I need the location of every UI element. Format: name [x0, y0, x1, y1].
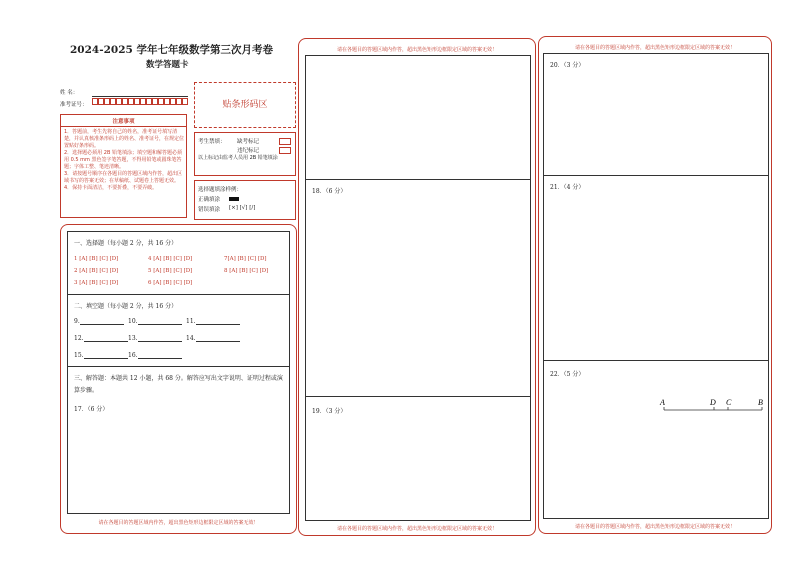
mc-q2[interactable]: 2 [A] [B] [C] [D] [74, 268, 119, 274]
name-field[interactable] [92, 96, 188, 97]
blank-9-label: 9. [74, 318, 80, 325]
blank-15[interactable] [84, 352, 128, 359]
exam-marks-label: 考生禁填： [198, 139, 226, 145]
mc-q8[interactable]: 8 [A] [B] [C] [D] [224, 268, 269, 274]
blank-16-label: 16. [128, 352, 138, 359]
col1-answer-frame [60, 224, 297, 534]
q22-segment-diagram [654, 394, 766, 418]
exam-id-label: 准考证号： [60, 102, 88, 108]
blank-14[interactable] [196, 335, 240, 342]
blank-13-label: 13. [128, 335, 138, 342]
q19-label: 19．（3 分） [312, 408, 347, 415]
blank-10-label: 10. [128, 318, 138, 325]
notice-item-3: 3．请按题号顺序在各题目的答题区域内作答，超出区域书写的答案无效；在草稿纸、试题卷上答题无效。 [64, 171, 183, 184]
col3-answer-frame [538, 36, 772, 534]
blank-9[interactable] [80, 318, 124, 325]
mc-q7[interactable]: 7[A] [B] [C] [D] [224, 256, 267, 262]
blank-12[interactable] [84, 335, 128, 342]
barcode-label: 贴条形码区 [222, 100, 268, 110]
blank-11[interactable] [196, 318, 240, 325]
col3-answer-panel [543, 53, 769, 519]
blank-12-label: 12. [74, 335, 84, 342]
col3-warning-top: 请在各题目的答题区域内作答，超出黑色矩形边框限定区域的答案无效！ [574, 45, 735, 51]
col2-top-answer-area[interactable] [306, 56, 530, 179]
violation-checkbox[interactable] [279, 147, 291, 154]
fill-example-title: 选择题填涂样例： [198, 187, 243, 193]
violation-label: 违纪标记 [237, 148, 260, 154]
notice-item-2: 2．选择题必须用 2B 铅笔填涂；填空题和解答题必须用 0.5 mm 黑色签字笔答题，不得用铅笔或圆珠笔答题；字体工整、笔迹清晰。 [64, 150, 182, 170]
section2-title: 二、填空题（每小题 2 分，共 16 分） [74, 303, 178, 310]
section1-title: 一、选择题（每小题 2 分，共 16 分） [74, 240, 178, 247]
mc-q3[interactable]: 3 [A] [B] [C] [D] [74, 280, 119, 286]
blank-11-label: 11. [186, 318, 196, 325]
col3-warning-bottom: 请在各题目的答题区域内作答，超出黑色矩形边框限定区域的答案无效！ [574, 524, 735, 530]
wrong-fill-label: 错误填涂 [198, 207, 221, 213]
notice-title: 注意事项 [112, 119, 135, 125]
col1-answer-panel [67, 231, 290, 514]
q21-label: 21．（4 分） [550, 184, 585, 191]
mc-q6[interactable]: 6 [A] [B] [C] [D] [148, 280, 193, 286]
notice-box [60, 114, 187, 218]
q17-answer-area[interactable] [68, 414, 289, 513]
answer-sheet-title: 数学答题卡 [146, 60, 189, 70]
blank-16[interactable] [138, 352, 182, 359]
absent-label: 缺考标记 [237, 139, 260, 145]
blank-13[interactable] [138, 335, 182, 342]
mc-q5[interactable]: 5 [A] [B] [C] [D] [148, 268, 193, 274]
blank-14-label: 14. [186, 335, 196, 342]
exam-id-boxes[interactable] [92, 98, 188, 108]
q17-label: 17．（6 分） [74, 406, 109, 413]
point-a-label: A [660, 398, 665, 407]
point-d-label: D [710, 398, 716, 407]
col2-answer-panel [305, 55, 531, 521]
q22-answer-area[interactable] [544, 420, 768, 518]
col2-warning-bottom: 请在各题目的答题区域内作答，超出黑色矩形边框限定区域的答案无效！ [336, 526, 497, 532]
absent-checkbox[interactable] [279, 138, 291, 145]
exam-marks-box [194, 132, 296, 176]
correct-fill-sample [229, 197, 239, 201]
q20-answer-area[interactable] [544, 70, 768, 175]
q19-answer-area[interactable] [306, 416, 530, 520]
barcode-area [194, 82, 296, 128]
mc-q4[interactable]: 4 [A] [B] [C] [D] [148, 256, 193, 262]
point-c-label: C [726, 398, 732, 407]
fill-example-box [194, 180, 296, 220]
notice-item-1: 1．答题前，考生先将自己的姓名，准考证号填写清楚，并认真核准条形码上的姓名、准考证号，在规定位置贴好条形码。 [64, 129, 185, 149]
q20-label: 20．（3 分） [550, 62, 585, 69]
section3-title: 三、解答题：本题共 12 小题，共 68 分。解答应写出文字说明、证明过程或演算步骤。 [74, 375, 283, 394]
col2-warning-top: 请在各题目的答题区域内作答，超出黑色矩形边框限定区域的答案无效！ [336, 47, 497, 53]
q18-label: 18．（6 分） [312, 188, 347, 195]
correct-fill-label: 正确填涂 [198, 197, 221, 203]
wrong-fill-marks: [×] [√] [/] [229, 205, 256, 211]
exam-title: 2024-2025 学年七年级数学第三次月考卷 [70, 44, 273, 56]
name-label: 姓 名： [60, 90, 79, 96]
exam-marks-note: 以上标记由监考人员用 2B 铅笔填涂 [198, 155, 278, 161]
q18-answer-area[interactable] [306, 196, 530, 396]
q22-label: 22．（5 分） [550, 371, 585, 378]
mc-q1[interactable]: 1 [A] [B] [C] [D] [74, 256, 119, 262]
col1-warning: 请在各题目的答题区域内作答，超出黑色矩形边框限定区域的答案无效！ [98, 520, 259, 526]
blank-15-label: 15. [74, 352, 84, 359]
notice-item-4: 4．保持卡面清洁，不要折叠，不要弄破。 [64, 185, 158, 191]
blank-10[interactable] [138, 318, 182, 325]
col2-answer-frame [298, 38, 536, 536]
q21-answer-area[interactable] [544, 192, 768, 360]
point-b-label: B [758, 398, 763, 407]
